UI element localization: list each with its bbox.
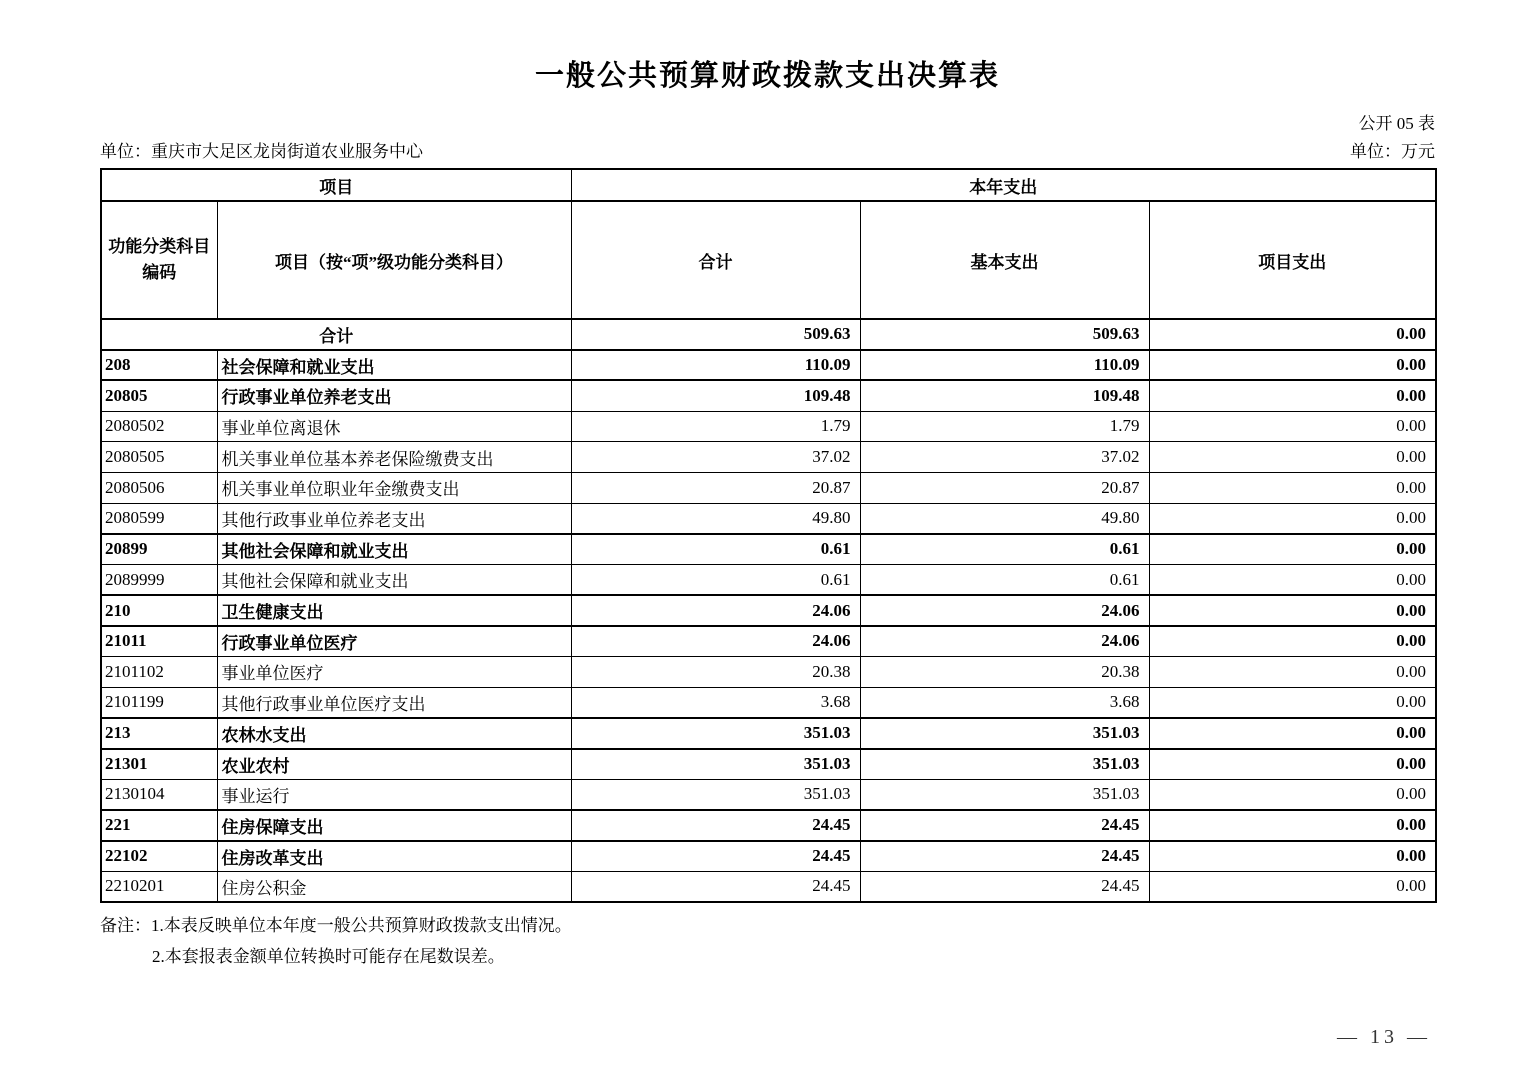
project-expenditure-cell: 0.00 [1149, 810, 1436, 841]
basic-expenditure-cell: 109.48 [860, 380, 1149, 411]
item-cell: 农业农村 [217, 749, 571, 780]
table-row [101, 718, 1436, 749]
header-columns-row [101, 201, 1436, 319]
basic-expenditure-cell: 509.63 [860, 319, 1149, 350]
project-expenditure-cell: 0.00 [1149, 411, 1436, 442]
item-cell: 住房保障支出 [217, 810, 571, 841]
basic-expenditure-cell: 24.45 [860, 810, 1149, 841]
code-cell: 21301 [101, 749, 217, 780]
code-cell: 22102 [101, 841, 217, 872]
total-cell: 1.79 [571, 411, 860, 442]
item-cell: 机关事业单位基本养老保险缴费支出 [217, 442, 571, 473]
total-cell: 24.45 [571, 810, 860, 841]
header-col-total: 合计 [571, 201, 860, 319]
total-cell: 109.48 [571, 380, 860, 411]
project-expenditure-cell: 0.00 [1149, 687, 1436, 718]
total-cell: 49.80 [571, 503, 860, 534]
project-expenditure-cell: 0.00 [1149, 534, 1436, 565]
expenditure-table [100, 168, 1437, 903]
basic-expenditure-cell: 351.03 [860, 718, 1149, 749]
table-row [101, 319, 1436, 350]
item-cell: 事业运行 [217, 779, 571, 810]
item-cell: 其他行政事业单位养老支出 [217, 503, 571, 534]
project-expenditure-cell: 0.00 [1149, 657, 1436, 688]
total-cell: 24.06 [571, 595, 860, 626]
code-cell: 210 [101, 595, 217, 626]
total-cell: 0.61 [571, 534, 860, 565]
table-row [101, 350, 1436, 381]
code-cell: 21011 [101, 626, 217, 657]
table-row [101, 380, 1436, 411]
table-row [101, 687, 1436, 718]
project-expenditure-cell: 0.00 [1149, 718, 1436, 749]
page-number: — 13 — [1337, 1026, 1431, 1048]
code-cell: 213 [101, 718, 217, 749]
item-cell: 事业单位离退休 [217, 411, 571, 442]
note-text-1: 1.本表反映单位本年度一般公共预算财政拨款支出情况。 [151, 916, 572, 936]
header-col-code-line2: 编码 [142, 263, 177, 282]
table-row [101, 841, 1436, 872]
total-cell: 24.45 [571, 871, 860, 902]
basic-expenditure-cell: 351.03 [860, 749, 1149, 780]
page-title: 一般公共预算财政拨款支出决算表 [534, 60, 1000, 92]
header-col-code [101, 201, 217, 319]
notes-label: 备注： [100, 916, 151, 936]
project-expenditure-cell: 0.00 [1149, 380, 1436, 411]
header-group-current-year: 本年支出 [571, 169, 1436, 201]
table-row [101, 472, 1436, 503]
item-cell: 其他社会保障和就业支出 [217, 534, 571, 565]
code-cell: 2210201 [101, 871, 217, 902]
basic-expenditure-cell: 20.38 [860, 657, 1149, 688]
table-row [101, 810, 1436, 841]
total-cell: 20.87 [571, 472, 860, 503]
basic-expenditure-cell: 24.45 [860, 871, 1149, 902]
header-col-basic: 基本支出 [860, 201, 1149, 319]
code-cell: 221 [101, 810, 217, 841]
item-cell: 机关事业单位职业年金缴费支出 [217, 472, 571, 503]
page-content [100, 0, 1435, 972]
item-cell: 其他行政事业单位医疗支出 [217, 687, 571, 718]
total-cell: 37.02 [571, 442, 860, 473]
basic-expenditure-cell: 1.79 [860, 411, 1149, 442]
total-cell: 351.03 [571, 749, 860, 780]
project-expenditure-cell: 0.00 [1149, 472, 1436, 503]
item-cell: 社会保障和就业支出 [217, 350, 571, 381]
note-text-2: 2.本套报表金额单位转换时可能存在尾数误差。 [152, 947, 505, 967]
basic-expenditure-cell: 24.45 [860, 841, 1149, 872]
code-cell: 20899 [101, 534, 217, 565]
item-cell: 行政事业单位医疗 [217, 626, 571, 657]
code-cell: 2080506 [101, 472, 217, 503]
basic-expenditure-cell: 37.02 [860, 442, 1149, 473]
project-expenditure-cell: 0.00 [1149, 595, 1436, 626]
project-expenditure-cell: 0.00 [1149, 749, 1436, 780]
project-expenditure-cell: 0.00 [1149, 565, 1436, 596]
table-row [101, 595, 1436, 626]
code-cell: 2089999 [101, 565, 217, 596]
org-unit-label: 单位：重庆市大足区龙岗街道农业服务中心 [100, 142, 423, 161]
code-cell: 20805 [101, 380, 217, 411]
notes-block [100, 910, 1435, 972]
code-cell: 2130104 [101, 779, 217, 810]
item-cell: 其他社会保障和就业支出 [217, 565, 571, 596]
item-cell: 行政事业单位养老支出 [217, 380, 571, 411]
table-row [101, 565, 1436, 596]
item-cell: 事业单位医疗 [217, 657, 571, 688]
basic-expenditure-cell: 110.09 [860, 350, 1149, 381]
basic-expenditure-cell: 20.87 [860, 472, 1149, 503]
meta-row [100, 140, 1435, 164]
total-cell: 110.09 [571, 350, 860, 381]
total-cell: 0.61 [571, 565, 860, 596]
code-cell: 2080505 [101, 442, 217, 473]
header-col-project: 项目支出 [1149, 201, 1436, 319]
table-row [101, 871, 1436, 902]
project-expenditure-cell: 0.00 [1149, 841, 1436, 872]
basic-expenditure-cell: 24.06 [860, 626, 1149, 657]
table-row [101, 657, 1436, 688]
project-expenditure-cell: 0.00 [1149, 871, 1436, 902]
table-row [101, 626, 1436, 657]
item-cell: 住房改革支出 [217, 841, 571, 872]
total-cell: 351.03 [571, 718, 860, 749]
total-cell: 20.38 [571, 657, 860, 688]
basic-expenditure-cell: 0.61 [860, 565, 1149, 596]
item-cell: 住房公积金 [217, 871, 571, 902]
project-expenditure-cell: 0.00 [1149, 319, 1436, 350]
table-row [101, 749, 1436, 780]
project-expenditure-cell: 0.00 [1149, 779, 1436, 810]
table-body [101, 319, 1436, 902]
basic-expenditure-cell: 49.80 [860, 503, 1149, 534]
code-cell: 2080599 [101, 503, 217, 534]
header-group-project: 项目 [101, 169, 571, 201]
basic-expenditure-cell: 0.61 [860, 534, 1149, 565]
table-row [101, 534, 1436, 565]
table-row [101, 411, 1436, 442]
item-cell: 卫生健康支出 [217, 595, 571, 626]
basic-expenditure-cell: 351.03 [860, 779, 1149, 810]
code-cell: 2101199 [101, 687, 217, 718]
table-code-label: 公开 05 表 [1358, 114, 1435, 133]
header-col-item: 项目（按“项”级功能分类科目） [217, 201, 571, 319]
project-expenditure-cell: 0.00 [1149, 442, 1436, 473]
code-cell: 208 [101, 350, 217, 381]
total-cell: 509.63 [571, 319, 860, 350]
project-expenditure-cell: 0.00 [1149, 626, 1436, 657]
project-expenditure-cell: 0.00 [1149, 503, 1436, 534]
basic-expenditure-cell: 24.06 [860, 595, 1149, 626]
code-cell: 2080502 [101, 411, 217, 442]
total-cell: 24.06 [571, 626, 860, 657]
total-cell: 24.45 [571, 841, 860, 872]
total-cell: 3.68 [571, 687, 860, 718]
total-cell: 351.03 [571, 779, 860, 810]
header-group-row [101, 169, 1436, 201]
item-cell: 农林水支出 [217, 718, 571, 749]
table-row [101, 503, 1436, 534]
currency-unit-label: 单位：万元 [1350, 142, 1435, 161]
basic-expenditure-cell: 3.68 [860, 687, 1149, 718]
table-header [101, 169, 1436, 319]
note-line-1 [100, 910, 1435, 941]
table-row [101, 442, 1436, 473]
table-row [101, 779, 1436, 810]
header-col-code-line1: 功能分类科目 [108, 237, 211, 256]
code-cell: 2101102 [101, 657, 217, 688]
row-label-cell: 合计 [101, 319, 571, 350]
note-line-2 [100, 941, 1435, 972]
project-expenditure-cell: 0.00 [1149, 350, 1436, 381]
